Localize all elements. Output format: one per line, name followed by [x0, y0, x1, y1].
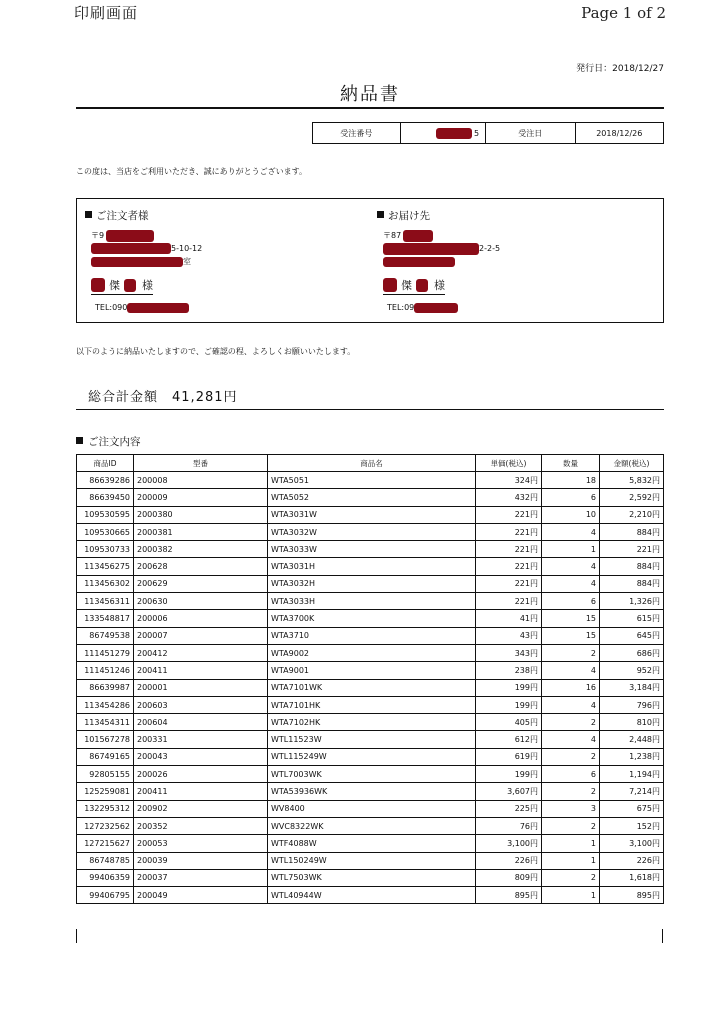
unit-price-cell: 405円: [476, 714, 542, 731]
print-screen-label: 印刷画面: [74, 4, 139, 22]
amount-cell: 5,832円: [600, 472, 664, 489]
table-row: [77, 731, 664, 748]
product-id-cell: 113456311: [77, 593, 134, 610]
quantity-cell: 6: [542, 489, 600, 506]
table-row: [77, 610, 664, 627]
amount-cell: 952円: [600, 662, 664, 679]
model-number-cell: 200630: [134, 593, 268, 610]
quantity-cell: 1: [542, 541, 600, 558]
unit-price-cell: 619円: [476, 748, 542, 765]
unit-price-cell: 43円: [476, 627, 542, 644]
product-name-cell: WTA9002: [268, 644, 476, 661]
recipient-building: [377, 255, 647, 268]
recipient-section: [377, 208, 647, 314]
redaction-mark: [91, 278, 105, 292]
amount-cell: 1,618円: [600, 869, 664, 886]
orderer-address: 5-10-12: [85, 242, 355, 255]
unit-price-cell: 41円: [476, 610, 542, 627]
product-id-cell: 86749165: [77, 748, 134, 765]
product-id-cell: 133548817: [77, 610, 134, 627]
redaction-mark: [91, 243, 171, 254]
table-row: [77, 627, 664, 644]
amount-cell: 1,194円: [600, 766, 664, 783]
table-row: [77, 714, 664, 731]
header-product-name: 商品名: [268, 455, 476, 472]
amount-cell: 226円: [600, 852, 664, 869]
unit-price-cell: 221円: [476, 523, 542, 540]
quantity-cell: 6: [542, 766, 600, 783]
table-row: [77, 835, 664, 852]
model-number-cell: 200008: [134, 472, 268, 489]
table-row: [77, 766, 664, 783]
page-number: Page 1 of 2: [581, 4, 666, 22]
unit-price-cell: 324円: [476, 472, 542, 489]
header-model-number: 型番: [134, 455, 268, 472]
product-name-cell: WV8400: [268, 800, 476, 817]
model-number-cell: 200037: [134, 869, 268, 886]
quantity-cell: 16: [542, 679, 600, 696]
product-id-cell: 111451279: [77, 644, 134, 661]
model-number-cell: 200049: [134, 887, 268, 904]
table-row: [77, 472, 664, 489]
amount-cell: 2,448円: [600, 731, 664, 748]
quantity-cell: 18: [542, 472, 600, 489]
product-id-cell: 113456302: [77, 575, 134, 592]
unit-price-cell: 221円: [476, 575, 542, 592]
redaction-mark: [383, 278, 397, 292]
recipient-heading: お届け先: [377, 208, 647, 223]
amount-cell: 884円: [600, 523, 664, 540]
model-number-cell: 200039: [134, 852, 268, 869]
product-id-cell: 86749538: [77, 627, 134, 644]
amount-cell: 221円: [600, 541, 664, 558]
model-number-cell: 2000381: [134, 523, 268, 540]
product-id-cell: 101567278: [77, 731, 134, 748]
unit-price-cell: 221円: [476, 593, 542, 610]
redaction-mark: [127, 303, 189, 313]
square-bullet-icon: [85, 211, 92, 218]
product-name-cell: WTA7102HK: [268, 714, 476, 731]
product-name-cell: WTA5051: [268, 472, 476, 489]
quantity-cell: 4: [542, 575, 600, 592]
table-row: [77, 489, 664, 506]
model-number-cell: 2000382: [134, 541, 268, 558]
product-name-cell: WTA9001: [268, 662, 476, 679]
table-row: [77, 869, 664, 886]
quantity-cell: 2: [542, 714, 600, 731]
quantity-cell: 1: [542, 852, 600, 869]
product-name-cell: WTA7101HK: [268, 696, 476, 713]
product-name-cell: WVC8322WK: [268, 817, 476, 834]
confirm-message: 以下のように納品いたしますので、ご確認の程、よろしくお願いいたします。: [76, 347, 356, 356]
quantity-cell: 10: [542, 506, 600, 523]
unit-price-cell: 221円: [476, 558, 542, 575]
square-bullet-icon: [377, 211, 384, 218]
redaction-mark: [124, 279, 136, 292]
unit-price-cell: 225円: [476, 800, 542, 817]
unit-price-cell: 895円: [476, 887, 542, 904]
orderer-heading: ご注文者様: [85, 208, 355, 223]
table-continuation-line: [76, 929, 77, 943]
amount-cell: 686円: [600, 644, 664, 661]
header-amount: 金額(税込): [600, 455, 664, 472]
orderer-building: 室: [85, 255, 355, 268]
unit-price-cell: 226円: [476, 852, 542, 869]
unit-price-cell: 238円: [476, 662, 542, 679]
unit-price-cell: 809円: [476, 869, 542, 886]
amount-cell: 895円: [600, 887, 664, 904]
product-id-cell: 125259081: [77, 783, 134, 800]
model-number-cell: 200026: [134, 766, 268, 783]
amount-cell: 884円: [600, 575, 664, 592]
product-name-cell: WTL115249W: [268, 748, 476, 765]
quantity-cell: 1: [542, 887, 600, 904]
model-number-cell: 200411: [134, 783, 268, 800]
orderer-tel: TEL:090: [85, 301, 355, 314]
recipient-postal: 〒87: [377, 229, 647, 242]
product-name-cell: WTA3700K: [268, 610, 476, 627]
header-quantity: 数量: [542, 455, 600, 472]
product-id-cell: 92805155: [77, 766, 134, 783]
header-product-id: 商品ID: [77, 455, 134, 472]
product-name-cell: WTL7503WK: [268, 869, 476, 886]
recipient-address: 2-2-5: [377, 242, 647, 255]
redaction-mark: [416, 279, 428, 292]
amount-cell: 3,100円: [600, 835, 664, 852]
quantity-cell: 4: [542, 696, 600, 713]
quantity-cell: 2: [542, 644, 600, 661]
order-info-box: [312, 122, 664, 144]
order-number-suffix: 5: [473, 128, 480, 138]
product-id-cell: 99406795: [77, 887, 134, 904]
product-name-cell: WTL150249W: [268, 852, 476, 869]
quantity-cell: 6: [542, 593, 600, 610]
amount-cell: 3,184円: [600, 679, 664, 696]
amount-cell: 675円: [600, 800, 664, 817]
product-name-cell: WTA3031W: [268, 506, 476, 523]
product-id-cell: 86639286: [77, 472, 134, 489]
product-id-cell: 86639450: [77, 489, 134, 506]
table-row: [77, 558, 664, 575]
product-name-cell: WTF4088W: [268, 835, 476, 852]
amount-cell: 615円: [600, 610, 664, 627]
redaction-mark: [383, 243, 479, 255]
quantity-cell: 2: [542, 817, 600, 834]
amount-cell: 7,214円: [600, 783, 664, 800]
product-id-cell: 109530665: [77, 523, 134, 540]
unit-price-cell: 199円: [476, 766, 542, 783]
model-number-cell: 2000380: [134, 506, 268, 523]
table-row: [77, 887, 664, 904]
product-id-cell: 127232562: [77, 817, 134, 834]
amount-cell: 810円: [600, 714, 664, 731]
product-name-cell: WTA3031H: [268, 558, 476, 575]
product-name-cell: WTA3033H: [268, 593, 476, 610]
unit-price-cell: 3,100円: [476, 835, 542, 852]
model-number-cell: 200043: [134, 748, 268, 765]
redaction-mark: [436, 128, 472, 139]
order-items-heading: ご注文内容: [76, 434, 141, 449]
table-row: [77, 679, 664, 696]
model-number-cell: 200412: [134, 644, 268, 661]
redaction-mark: [106, 230, 154, 242]
orderer-postal: 〒9: [85, 229, 355, 242]
model-number-cell: 200902: [134, 800, 268, 817]
quantity-cell: 1: [542, 835, 600, 852]
product-name-cell: WTA7101WK: [268, 679, 476, 696]
table-row: [77, 575, 664, 592]
product-name-cell: WTA53936WK: [268, 783, 476, 800]
redaction-mark: [383, 257, 455, 267]
recipient-name: 傑 様: [377, 278, 647, 294]
table-row: [77, 817, 664, 834]
product-id-cell: 127215627: [77, 835, 134, 852]
order-date-label: 受注日: [486, 123, 575, 143]
product-name-cell: WTL40944W: [268, 887, 476, 904]
product-id-cell: 86748785: [77, 852, 134, 869]
unit-price-cell: 221円: [476, 506, 542, 523]
model-number-cell: 200628: [134, 558, 268, 575]
product-name-cell: WTA3710: [268, 627, 476, 644]
unit-price-cell: 221円: [476, 541, 542, 558]
table-row: [77, 541, 664, 558]
table-row: [77, 523, 664, 540]
product-id-cell: 113456275: [77, 558, 134, 575]
quantity-cell: 2: [542, 869, 600, 886]
redaction-mark: [403, 230, 433, 242]
quantity-cell: 15: [542, 610, 600, 627]
model-number-cell: 200001: [134, 679, 268, 696]
model-number-cell: 200352: [134, 817, 268, 834]
order-items-table: [76, 454, 664, 904]
amount-cell: 884円: [600, 558, 664, 575]
product-name-cell: WTA3032H: [268, 575, 476, 592]
table-row: [77, 783, 664, 800]
unit-price-cell: 3,607円: [476, 783, 542, 800]
product-id-cell: 113454311: [77, 714, 134, 731]
order-date-value: 2018/12/26: [596, 128, 643, 138]
product-id-cell: 86639987: [77, 679, 134, 696]
model-number-cell: 200411: [134, 662, 268, 679]
model-number-cell: 200629: [134, 575, 268, 592]
product-id-cell: 99406359: [77, 869, 134, 886]
quantity-cell: 4: [542, 558, 600, 575]
address-box: [76, 198, 664, 323]
table-header-row: [77, 455, 664, 472]
model-number-cell: 200603: [134, 696, 268, 713]
quantity-cell: 4: [542, 662, 600, 679]
model-number-cell: 200331: [134, 731, 268, 748]
grand-total-label: 総合計金額: [88, 390, 159, 405]
order-number-value: [401, 123, 487, 143]
product-id-cell: 109530595: [77, 506, 134, 523]
product-name-cell: WTA5052: [268, 489, 476, 506]
order-number-label: 受注番号: [313, 123, 401, 143]
unit-price-cell: 343円: [476, 644, 542, 661]
product-id-cell: 109530733: [77, 541, 134, 558]
model-number-cell: 200009: [134, 489, 268, 506]
quantity-cell: 4: [542, 523, 600, 540]
unit-price-cell: 76円: [476, 817, 542, 834]
thanks-message: この度は、当店をご利用いただき、誠にありがとうございます。: [76, 167, 308, 176]
table-continuation-line: [662, 929, 663, 943]
total-divider: [76, 409, 664, 410]
header-unit-price: 単価(税込): [476, 455, 542, 472]
product-name-cell: WTA3033W: [268, 541, 476, 558]
title-divider: [76, 107, 664, 109]
redaction-mark: [91, 257, 183, 267]
orderer-section: [85, 208, 355, 314]
quantity-cell: 15: [542, 627, 600, 644]
orderer-name: 傑 様: [85, 278, 355, 294]
grand-total: [88, 386, 238, 405]
table-row: [77, 696, 664, 713]
amount-cell: 152円: [600, 817, 664, 834]
table-row: [77, 644, 664, 661]
amount-cell: 1,238円: [600, 748, 664, 765]
model-number-cell: 200006: [134, 610, 268, 627]
product-id-cell: 132295312: [77, 800, 134, 817]
product-name-cell: WTL11523W: [268, 731, 476, 748]
product-id-cell: 111451246: [77, 662, 134, 679]
amount-cell: 645円: [600, 627, 664, 644]
unit-price-cell: 612円: [476, 731, 542, 748]
issue-date: 発行日：2018/12/27: [576, 64, 664, 74]
grand-total-amount: 41,281円: [172, 390, 238, 405]
unit-price-cell: 199円: [476, 679, 542, 696]
quantity-cell: 3: [542, 800, 600, 817]
table-row: [77, 662, 664, 679]
table-row: [77, 800, 664, 817]
recipient-tel: TEL:09: [377, 301, 647, 314]
table-row: [77, 748, 664, 765]
square-bullet-icon: [76, 437, 83, 444]
amount-cell: 1,326円: [600, 593, 664, 610]
quantity-cell: 4: [542, 731, 600, 748]
table-row: [77, 593, 664, 610]
amount-cell: 796円: [600, 696, 664, 713]
table-row: [77, 506, 664, 523]
amount-cell: 2,592円: [600, 489, 664, 506]
quantity-cell: 2: [542, 748, 600, 765]
product-id-cell: 113454286: [77, 696, 134, 713]
product-name-cell: WTA3032W: [268, 523, 476, 540]
table-row: [77, 852, 664, 869]
model-number-cell: 200604: [134, 714, 268, 731]
model-number-cell: 200053: [134, 835, 268, 852]
amount-cell: 2,210円: [600, 506, 664, 523]
unit-price-cell: 432円: [476, 489, 542, 506]
unit-price-cell: 199円: [476, 696, 542, 713]
redaction-mark: [414, 303, 458, 313]
model-number-cell: 200007: [134, 627, 268, 644]
quantity-cell: 2: [542, 783, 600, 800]
document-title: 納品書: [340, 84, 400, 105]
product-name-cell: WTL7003WK: [268, 766, 476, 783]
